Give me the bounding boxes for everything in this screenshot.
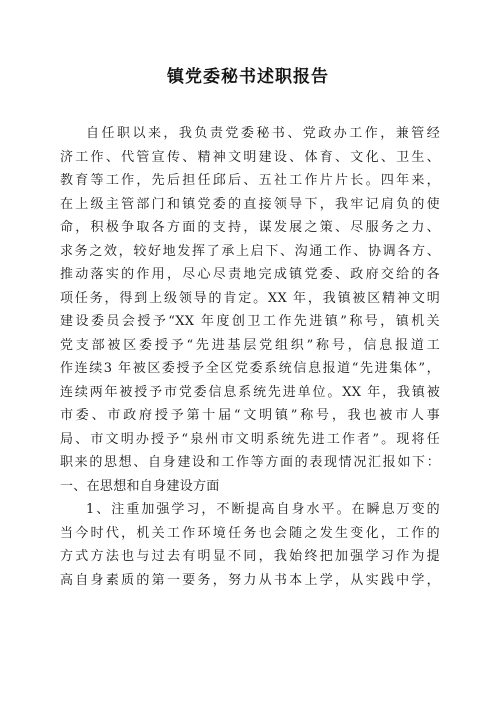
body-line: 高自身素质的第一要务，努力从书本上学，从实践中学， [60, 572, 440, 588]
body-line: 济工作、代管宣传、精神文明建设、体育、文化、卫生、 [60, 149, 440, 165]
body-line: 在上级主管部门和镇党委的直接领导下，我牢记肩负的使 [60, 196, 440, 212]
body-line: 建设委员会授予“XX 年度创卫工作先进镇”称号，镇机关 [60, 314, 440, 329]
body-line: 项任务，得到上级领导的肯定。XX 年，我镇被区精神文明 [60, 290, 440, 306]
body-line: 方式方法也与过去有明显不同，我始终把加强学习作为提 [60, 549, 440, 564]
body-line: 自任职以来，我负责党委秘书、党政办工作，兼管经 [86, 126, 440, 141]
body-line: 作连续3 年被区委授予全区党委系统信息报道“先进集体”， [60, 361, 440, 376]
body-line: 1、注重加强学习，不断提高自身水平。在瞬息万变的 [86, 502, 440, 517]
body-line: 局、市文明办授予“泉州市文明系统先进工作者”。现将任 [60, 431, 440, 447]
document-title: 镇党委秘书述职报告 [167, 67, 329, 87]
body-line: 党支部被区委授予“先进基层党组织”称号，信息报道工 [60, 337, 440, 353]
body-line: 当今时代，机关工作环境任务也会随之发生变化，工作的 [60, 525, 440, 541]
body-line: 教育等工作，先后担任邱后、五社工作片片长。四年来， [60, 173, 440, 188]
body-line: 命，积极争取各方面的支持，谋发展之策、尽服务之力、 [60, 220, 440, 235]
body-line: 推动落实的作用，尽心尽责地完成镇党委、政府交给的各 [60, 267, 440, 282]
section-heading: 一、在思想和自身建设方面 [60, 478, 220, 494]
body-line: 市委、市政府授予第十届“文明镇”称号，我也被市人事 [60, 408, 440, 423]
body-line: 职来的思想、自身建设和工作等方面的表现情况汇报如下： [60, 455, 440, 470]
body-line: 求务之效，较好地发挥了承上启下、沟通工作、协调各方、 [60, 243, 440, 259]
body-line: 连续两年被授予市党委信息系统先进单位。XX 年，我镇被 [60, 384, 440, 400]
document-body [60, 122, 440, 592]
